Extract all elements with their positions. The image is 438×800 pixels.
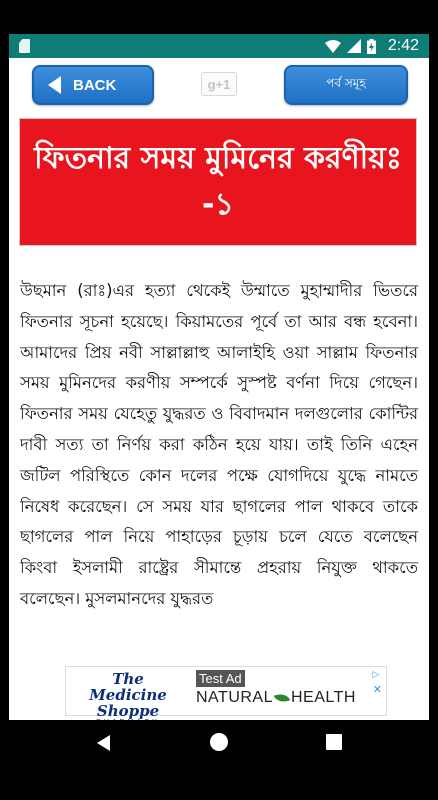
ad-logo [72, 670, 184, 720]
navigation-bar [0, 720, 438, 768]
title-banner [19, 118, 417, 246]
page-title: ফিতনার সময় মুমিনের করণীয়ঃ -১ [34, 141, 402, 222]
ad-close-icon[interactable]: ✕ [372, 683, 382, 696]
chapters-button[interactable]: পর্ব সমূহ [284, 65, 408, 105]
sd-card-icon [19, 39, 30, 53]
home-icon[interactable] [210, 733, 228, 751]
wifi-icon [325, 40, 341, 53]
app-screen [9, 58, 429, 720]
ad-banner[interactable] [65, 666, 387, 720]
device-bezel-bottom [0, 768, 438, 800]
ad-brand [196, 689, 356, 707]
signal-icon [347, 39, 361, 53]
back-button-label: BACK [73, 76, 117, 94]
leaf-icon [274, 691, 291, 705]
toolbar [9, 58, 429, 110]
google-plus-one-button[interactable]: g+1 [201, 72, 237, 96]
back-icon[interactable] [97, 735, 110, 751]
ad-logo-line1: The Medicine [89, 670, 167, 704]
device-bezel-top [0, 0, 438, 34]
clock: 2:42 [387, 37, 419, 54]
test-ad-label: Test Ad [196, 670, 245, 687]
ad-brand-part2: HEALTH [291, 689, 356, 706]
battery-charging-icon [367, 39, 376, 54]
article-body: উছমান (রাঃ)এর হত্যা থেকেই উম্মাতে মুহাম্মাদীর ভিতরে ফিতনার সূচনা হয়েছে। কিয়ামতের পূর্বে তা আর বন্ধ হবেনা। আমাদের প্রিয় নবী সাল্লাল্লাহু আলাইহি ওয়া সাল্লাম ফিতনার সময় মুমিনদের করণীয় সম্পর্কে সুস্পষ্ট বর্ণনা দিয়ে গেছেন। ফিতনার সময় যেহেতু যুদ্ধরত ও বিবাদমান দলগুলোর কোন্টির দাবী সত্য তা নির্ণয় করা কঠিন হয়ে যায়। তাই তিনি এহেন জটিল পরিস্থিতে কোন দলের পক্ষে যোগদিয়ে যুদ্ধে নামতে নিষেধ করেছেন। সে সময় যার ছাগলের পাল থাকবে তাকে ছাগলের পাল নিয়ে পাহাড়ের চূড়ায় চলে যেতে বলেছেন কিংবা ইসলামী রাষ্ট্রের সীমান্তে প্রহরায় নিযুক্ত থাকতে বলেছেন। মুসলমানদের যুদ্ধরত [20, 281, 418, 608]
ad-logo-line2: Shoppe [96, 702, 160, 720]
status-bar [9, 34, 429, 58]
adchoices-icon[interactable]: ▷ [372, 670, 380, 680]
ad-brand-part1: NATURAL [196, 689, 273, 706]
recents-icon[interactable] [326, 734, 342, 750]
back-arrow-icon [48, 76, 61, 94]
back-button[interactable] [32, 65, 154, 105]
